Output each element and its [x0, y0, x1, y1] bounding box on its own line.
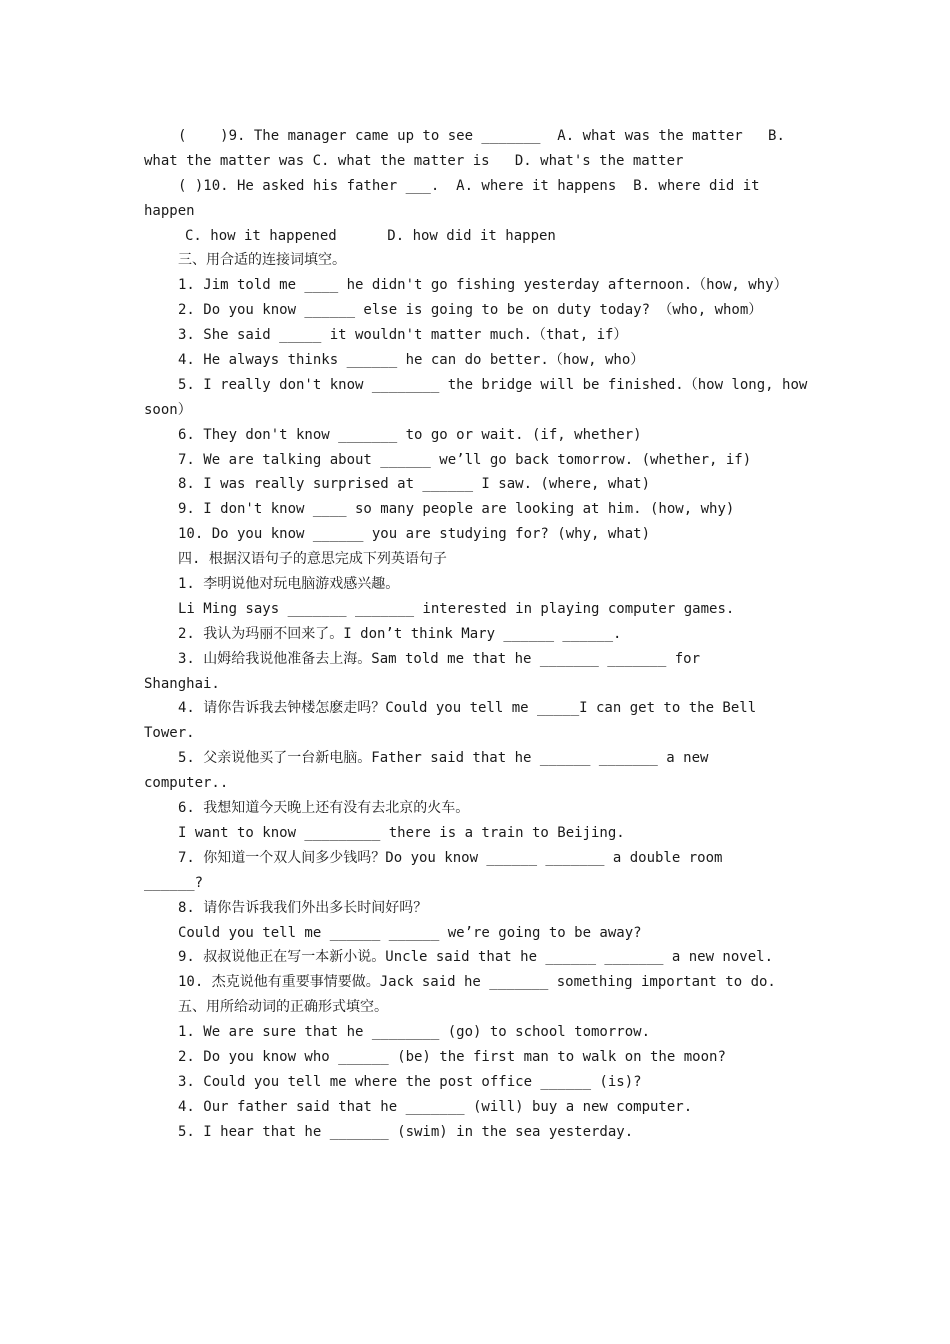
text-line: 7. We are talking about ______ we’ll go back tomorrow. (whether, if) [178, 451, 752, 468]
text-line: 五、用所给动词的正确形式填空。 [178, 999, 388, 1016]
text-line: 2. Do you know ______ else is going to be on duty today? （who, whom） [178, 302, 763, 319]
text-line: 1. Jim told me ____ he didn't go fishing yesterday afternoon.（how, why） [178, 277, 788, 294]
text-line: 8. 请你告诉我我们外出多长时间好吗？ [178, 899, 428, 916]
text-line: Tower. [144, 725, 195, 742]
text-line: 4. Our father said that he _______ (will) buy a new computer. [178, 1098, 693, 1115]
text-line: 1. We are sure that he ________ (go) to school tomorrow. [178, 1024, 651, 1041]
text-line: 4. 请你告诉我去钟楼怎麽走吗？Could you tell me _____I can get to the Bell [178, 700, 757, 717]
text-line: 9. I don't know ____ so many people are looking at him. (how, why) [178, 501, 735, 518]
text-line: ( )10. He asked his father ___. A. where it happens B. where did it [178, 177, 760, 194]
text-line: 三、用合适的连接词填空。 [178, 252, 346, 269]
text-line: computer.. [144, 775, 229, 792]
text-line: Shanghai. [144, 675, 220, 692]
text-line: 5. 父亲说他买了一台新电脑。Father said that he ______ _______ a new [178, 750, 709, 767]
text-line: 5. I really don't know ________ the bridge will be finished.（how long, how [178, 376, 808, 393]
text-line: soon） [144, 401, 192, 418]
text-line: 3. Could you tell me where the post office ______ (is)? [178, 1073, 642, 1090]
text-line: 2. 我认为玛丽不回来了。I don’t think Mary ______ ______. [178, 625, 622, 642]
text-line: 3. 山姆给我说他准备去上海。Sam told me that he _______ _______ for [178, 650, 701, 667]
text-line: happen [144, 202, 195, 219]
worksheet-body [144, 124, 814, 1145]
text-line: 7. 你知道一个双人间多少钱吗？Do you know ______ _______ a double room [178, 849, 723, 866]
text-line: ______? [144, 874, 204, 891]
text-line: 10. Do you know ______ you are studying for? (why, what) [178, 526, 651, 543]
text-line: Could you tell me ______ ______ we’re going to be away? [178, 924, 642, 941]
text-line: 3. She said _____ it wouldn't matter much.（that, if） [178, 327, 628, 344]
text-line: 四. 根据汉语句子的意思完成下列英语句子 [178, 551, 447, 568]
text-line: 8. I was really surprised at ______ I saw. (where, what) [178, 476, 651, 493]
text-line: 4. He always thinks ______ he can do better.（how, who） [178, 352, 645, 369]
text-line: Li Ming says _______ _______ interested in playing computer games. [178, 600, 735, 617]
text-line: 5. I hear that he _______ (swim) in the sea yesterday. [178, 1123, 634, 1140]
text-line: what the matter was C. what the matter is D. what's the matter [144, 152, 684, 169]
text-line: 6. They don't know _______ to go or wait. (if, whether) [178, 426, 642, 443]
text-line: 2. Do you know who ______ (be) the first man to walk on the moon? [178, 1048, 726, 1065]
text-line: 6. 我想知道今天晚上还有没有去北京的火车。 [178, 800, 470, 817]
text-line: I want to know _________ there is a train to Beijing. [178, 824, 625, 841]
text-line: 9. 叔叔说他正在写一本新小说。Uncle said that he ______ _______ a new novel. [178, 949, 774, 966]
text-line: ( )9. The manager came up to see _______ A. what was the matter B. [178, 128, 785, 144]
text-line: 10. 杰克说他有重要事情要做。Jack said he _______ something important to do. [178, 974, 776, 991]
text-line: C. how it happened D. how did it happen [185, 227, 556, 244]
text-line: 1. 李明说他对玩电脑游戏感兴趣。 [178, 576, 400, 593]
